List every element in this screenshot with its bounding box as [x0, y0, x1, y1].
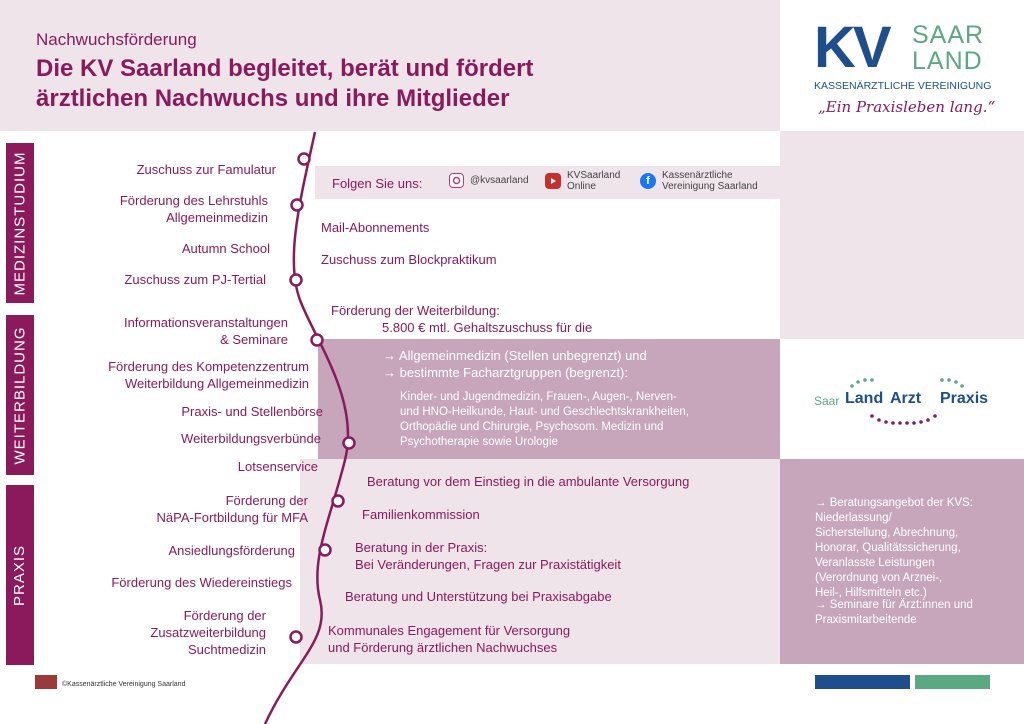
page-title-line2: ärztlichen Nachwuchs und ihre Mitglieder — [36, 85, 510, 112]
communal-engagement: Kommunales Engagement für Versorgung und Förderung ärztlichen Nachwuchses — [328, 623, 571, 655]
footer-swatch — [35, 675, 57, 689]
section-tab-practice-label: PRAXIS — [11, 544, 29, 606]
instagram-link[interactable] — [449, 173, 529, 188]
page-kicker: Nachwuchsförderung — [36, 30, 197, 49]
timeline-dot — [299, 154, 310, 165]
timeline-label: Zuschuss zum PJ-Tertial — [124, 272, 266, 287]
family-commission: Familienkommission — [362, 507, 480, 522]
facebook-link[interactable] — [640, 170, 758, 192]
practice-handover: Beratung und Unterstützung bei Praxisabgabe — [345, 589, 612, 604]
timeline-label: Informationsveranstaltungen & Seminare — [123, 315, 288, 347]
timeline-dot — [312, 335, 323, 346]
timeline-label: Förderung des Kompetenzzentrum Weiterbildung Allgemeinmedizin — [108, 359, 309, 391]
landarzt-saar: Saar — [814, 394, 840, 408]
youtube-channel: KVSaarland Online — [567, 170, 621, 192]
instagram-icon — [449, 173, 464, 188]
landarzt-arzt: Arzt — [890, 390, 922, 407]
timeline-label: Förderung des Lehrstuhls Allgemeinmedizin — [119, 193, 268, 225]
section-tab-study-label: MEDIZINSTUDIUM — [11, 151, 29, 295]
section-tab-training-label: WEITERBILDUNG — [11, 325, 29, 465]
timeline-label: Förderung der NäPA-Fortbildung für MFA — [156, 493, 308, 525]
seminar-list: → Seminare für Ärzt:innen und Praxismitarbeitende — [815, 599, 973, 626]
timeline-dot — [333, 496, 344, 507]
page-title-line1: Die KV Saarland begleitet, berät und fördert — [36, 55, 534, 82]
timeline-dot — [320, 545, 331, 556]
footer-blue-bar — [815, 675, 910, 689]
training-arrow-1: → Allgemeinmedizin (Stellen unbegrenzt) und — [383, 348, 647, 363]
logo-org: KASSENÄRZTLICHE VEREINIGUNG — [814, 80, 992, 92]
training-arrow-2: → bestimmte Facharztgruppen (begrenzt): — [383, 365, 628, 380]
timeline-label: Weiterbildungsverbünde — [181, 431, 321, 446]
facebook-page: Kassenärztliche Vereinigung Saarland — [662, 170, 758, 192]
timeline-label: Zuschuss zur Famulatur — [136, 162, 276, 177]
training-funding-title: Förderung der Weiterbildung: — [331, 303, 500, 318]
training-funding-sub: 5.800 € mtl. Gehaltszuschuss für die — [382, 320, 593, 335]
logo-kv: KV — [814, 15, 889, 80]
entry-consulting: Beratung vor dem Einstieg in die ambulante Versorgung — [367, 474, 690, 489]
youtube-link[interactable] — [545, 170, 620, 192]
timeline-label: Praxis- und Stellenbörse — [181, 404, 323, 419]
block-practicum: Zuschuss zum Blockpraktikum — [321, 252, 497, 267]
timeline-labels — [0, 0, 323, 724]
logo-slogan: „Ein Praxisleben lang.“ — [818, 98, 996, 116]
timeline-label: Ansiedlungsförderung — [168, 543, 295, 558]
timeline-dot — [344, 438, 355, 449]
copyright: ©Kassenärztliche Vereinigung Saarland — [62, 681, 186, 688]
landarzt-land: Land — [845, 390, 884, 407]
specialist-groups: Kinder- und Jugendmedizin, Frauen-, Augen-, Nerven- und HNO-Heilkunde, Haut- und Geschlechtskrankheiten, Orthopädie und Chirurgie, Psychosom. Medizin und Psychotherapie sowie Urologie — [400, 391, 689, 448]
logo-land: LAND — [912, 47, 983, 75]
kvs-consulting-list: → Beratungsangebot der KVS: Niederlassung/ Sicherstellung, Abrechnung, Honorar, Qualitätssicherung, Veranlasste Leistungen (Verordnung von Arznei-, Heil-, Hilfsmitteln etc.) — [815, 497, 973, 599]
practice-consulting: Beratung in der Praxis: Bei Veränderungen, Fragen zur Praxistätigkeit — [355, 540, 621, 572]
timeline-label: Förderung der Zusatzweiterbildung Suchtmedizin — [150, 608, 266, 657]
youtube-icon — [545, 173, 561, 189]
instagram-handle: @kvsaarland — [470, 175, 529, 186]
follow-label: Folgen Sie uns: — [332, 176, 423, 191]
landarzt-praxis: Praxis — [940, 390, 989, 407]
timeline-label: Autumn School — [181, 241, 270, 256]
landarzt-logo — [812, 376, 1002, 426]
facebook-icon: f — [640, 173, 656, 189]
timeline-label: Lotsenservice — [237, 459, 318, 474]
timeline-label: Förderung des Wiedereinstiegs — [111, 575, 292, 590]
footer-green-bar — [915, 675, 990, 689]
logo-saar: SAAR — [912, 21, 985, 49]
mail-subscriptions: Mail-Abonnements — [321, 220, 430, 235]
